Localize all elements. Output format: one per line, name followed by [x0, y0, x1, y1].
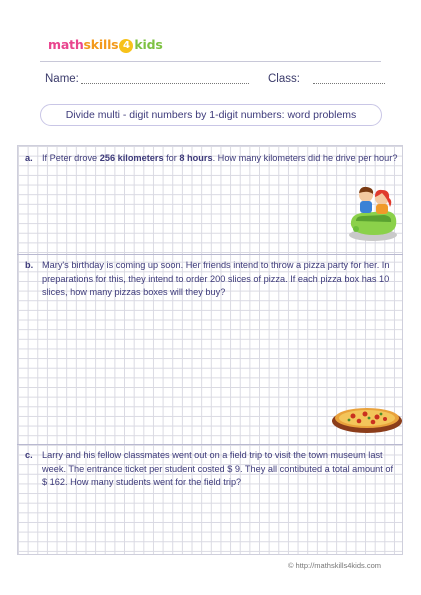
- class-label: Class:: [268, 73, 300, 85]
- logo-part-kids: kids: [134, 37, 163, 52]
- problem-divider: [17, 444, 403, 445]
- problem-letter: a.: [25, 153, 33, 163]
- logo-part-math: math: [48, 37, 84, 52]
- problem-letter: b.: [25, 260, 34, 270]
- worksheet-title: Divide multi - digit numbers by 1-digit numbers: word problems: [40, 104, 382, 126]
- mathskills4kids-logo: [48, 36, 163, 54]
- logo-part-4: 4: [119, 39, 133, 53]
- copyright-footer: © http://mathskills4kids.com: [287, 561, 381, 570]
- problem-text: Mary's birthday is coming up soon. Her friends intend to throw a pizza party for her. In preparations for this, they intend to order 200 slices of pizza. If each pizza box has 10 slices, how many pizzas boxes will they buy?: [42, 260, 390, 297]
- header-divider: [40, 61, 381, 62]
- problem-c: [25, 449, 405, 491]
- bumper-car-kids-illustration: [346, 185, 400, 245]
- problem-divider: [17, 254, 403, 255]
- logo-part-skills: skills: [83, 37, 119, 52]
- problem-letter: c.: [25, 450, 33, 460]
- problem-a: [25, 152, 405, 172]
- class-field[interactable]: [313, 83, 385, 84]
- name-label: Name:: [45, 73, 79, 85]
- problem-text: If Peter drove 256 kilometers for 8 hours. How many kilometers did he drive per hour?: [42, 153, 398, 163]
- name-field[interactable]: [81, 83, 249, 84]
- name-class-row: [45, 73, 385, 89]
- problem-text: Larry and his fellow classmates went out on a field trip to visit the town museum last week. The entrance ticket per student costed $ 9. They all contibuted a total amount of $ 162. How many students went for the field trip?: [42, 450, 394, 487]
- pizza-illustration: [331, 404, 403, 434]
- problem-b: [25, 259, 405, 301]
